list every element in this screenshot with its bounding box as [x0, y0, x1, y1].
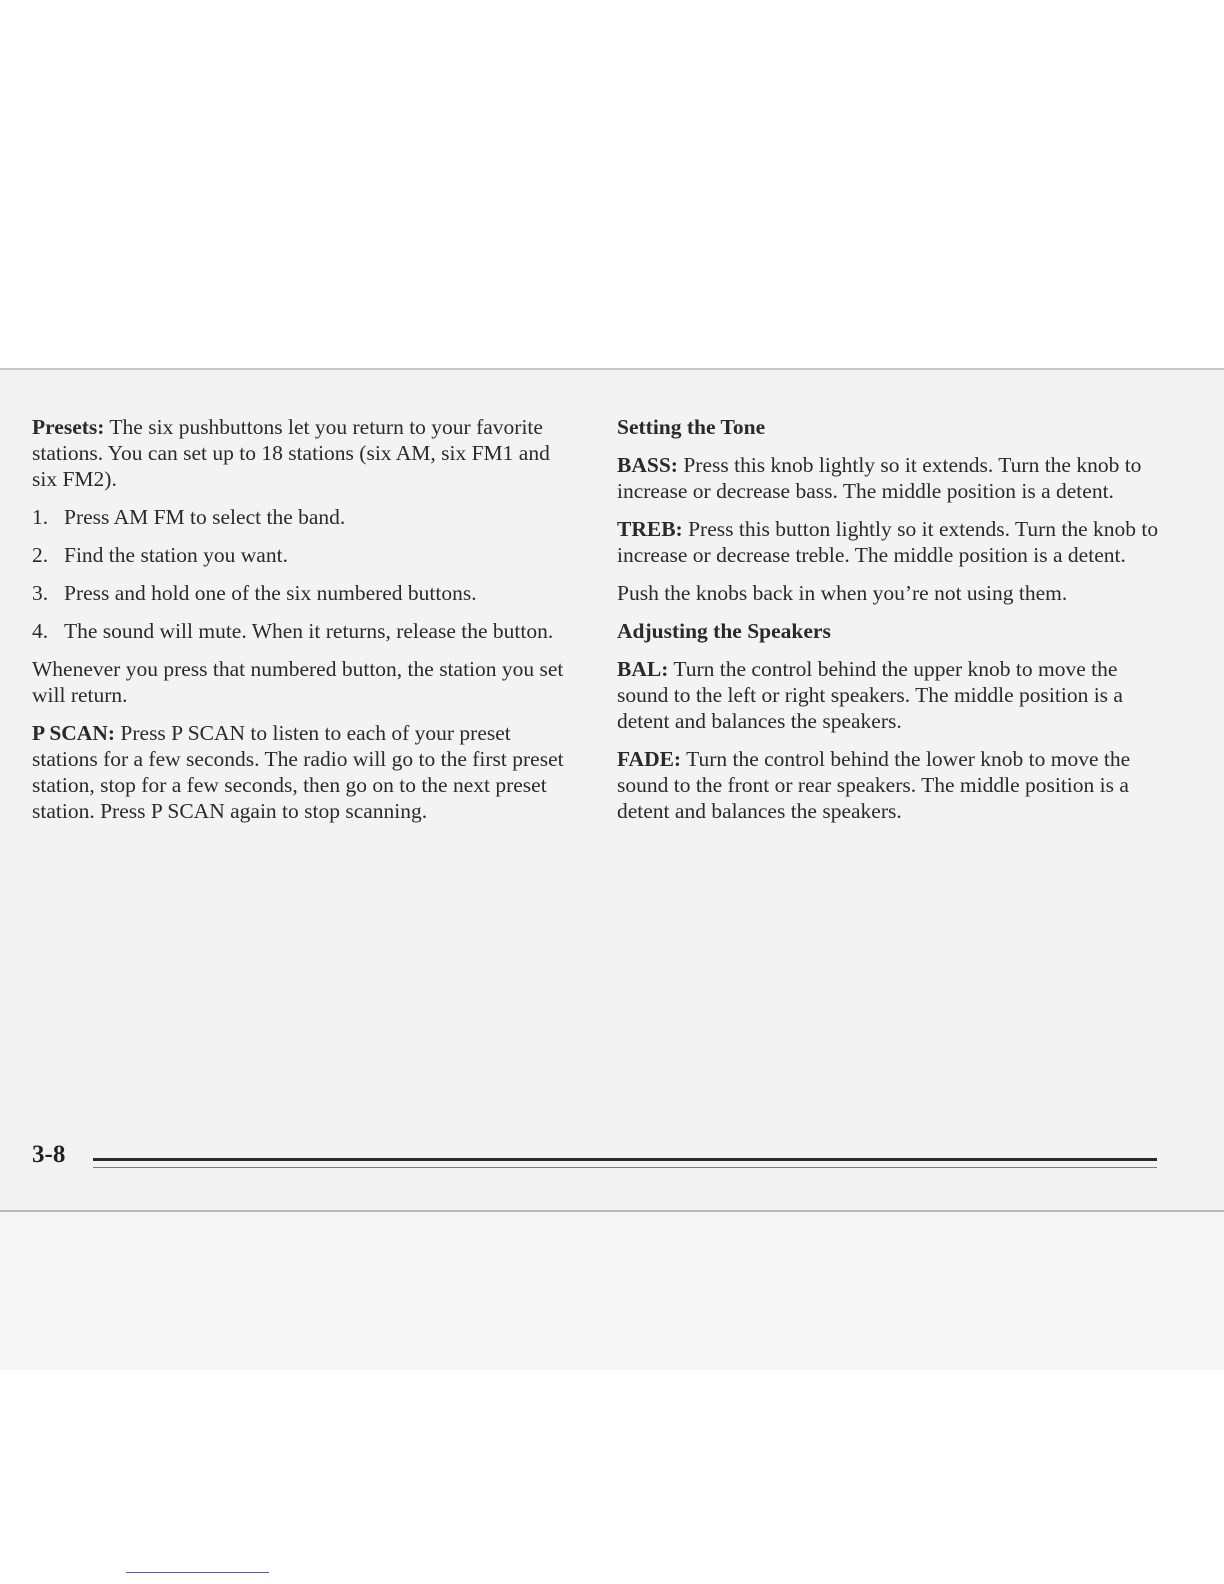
bal-paragraph — [617, 656, 1167, 734]
presets-text: The six pushbuttons let you return to your favorite stations. You can set up to 18 stations (six AM, six FM1 and six FM2). — [32, 415, 550, 491]
speakers-heading: Adjusting the Speakers — [617, 619, 831, 643]
bal-lead: BAL: — [617, 657, 669, 681]
bass-paragraph — [617, 452, 1167, 504]
bass-text: Press this knob lightly so it extends. Turn the knob to increase or decrease bass. The middle position is a detent. — [617, 453, 1142, 503]
step-number: 4. — [32, 619, 49, 643]
step-text: Find the station you want. — [64, 543, 288, 567]
pscan-paragraph — [32, 720, 572, 824]
fade-paragraph — [617, 746, 1167, 824]
list-item — [32, 504, 572, 530]
lower-band — [0, 1212, 1224, 1370]
push-back-paragraph: Push the knobs back in when you’re not using them. — [617, 581, 1068, 605]
fade-text: Turn the control behind the lower knob to move the sound to the front or rear speakers. The middle position is a detent and balances the speakers. — [617, 747, 1131, 823]
step-number: 1. — [32, 505, 49, 529]
footer-rule-thin — [93, 1167, 1157, 1168]
pscan-lead: P SCAN: — [32, 721, 116, 745]
step-text: Press and hold one of the six numbered buttons. — [64, 581, 477, 605]
pscan-text: Press P SCAN to listen to each of your preset stations for a few seconds. The radio will go to the first preset station, stop for a few seconds, then go on to the next preset station. Press P SCAN again to stop scanning. — [32, 721, 564, 823]
presets-lead: Presets: — [32, 415, 105, 439]
bottom-divider — [0, 1210, 1224, 1212]
treb-lead: TREB: — [617, 517, 683, 541]
bass-lead: BASS: — [617, 453, 678, 477]
whenever-paragraph: Whenever you press that numbered button, the station you set will return. — [32, 657, 564, 707]
bottom-link-underline — [126, 1572, 269, 1573]
right-column — [617, 414, 1167, 836]
preset-steps-list — [32, 504, 572, 644]
list-item — [32, 580, 572, 606]
fade-lead: FADE: — [617, 747, 682, 771]
bal-text: Turn the control behind the upper knob to move the sound to the left or right speakers. The middle position is a detent and balances the speakers. — [617, 657, 1123, 733]
step-text: Press AM FM to select the band. — [64, 505, 346, 529]
tone-heading: Setting the Tone — [617, 415, 766, 439]
step-text: The sound will mute. When it returns, release the button. — [64, 619, 554, 643]
list-item — [32, 542, 572, 568]
presets-paragraph — [32, 414, 572, 492]
treb-paragraph — [617, 516, 1167, 568]
left-column — [32, 414, 572, 836]
step-number: 2. — [32, 543, 49, 567]
treb-text: Press this button lightly so it extends. Turn the knob to increase or decrease treble. The middle position is a detent. — [617, 517, 1159, 567]
list-item — [32, 618, 572, 644]
step-number: 3. — [32, 581, 49, 605]
footer-rule — [93, 1158, 1157, 1161]
page-number: 3-8 — [32, 1141, 66, 1168]
